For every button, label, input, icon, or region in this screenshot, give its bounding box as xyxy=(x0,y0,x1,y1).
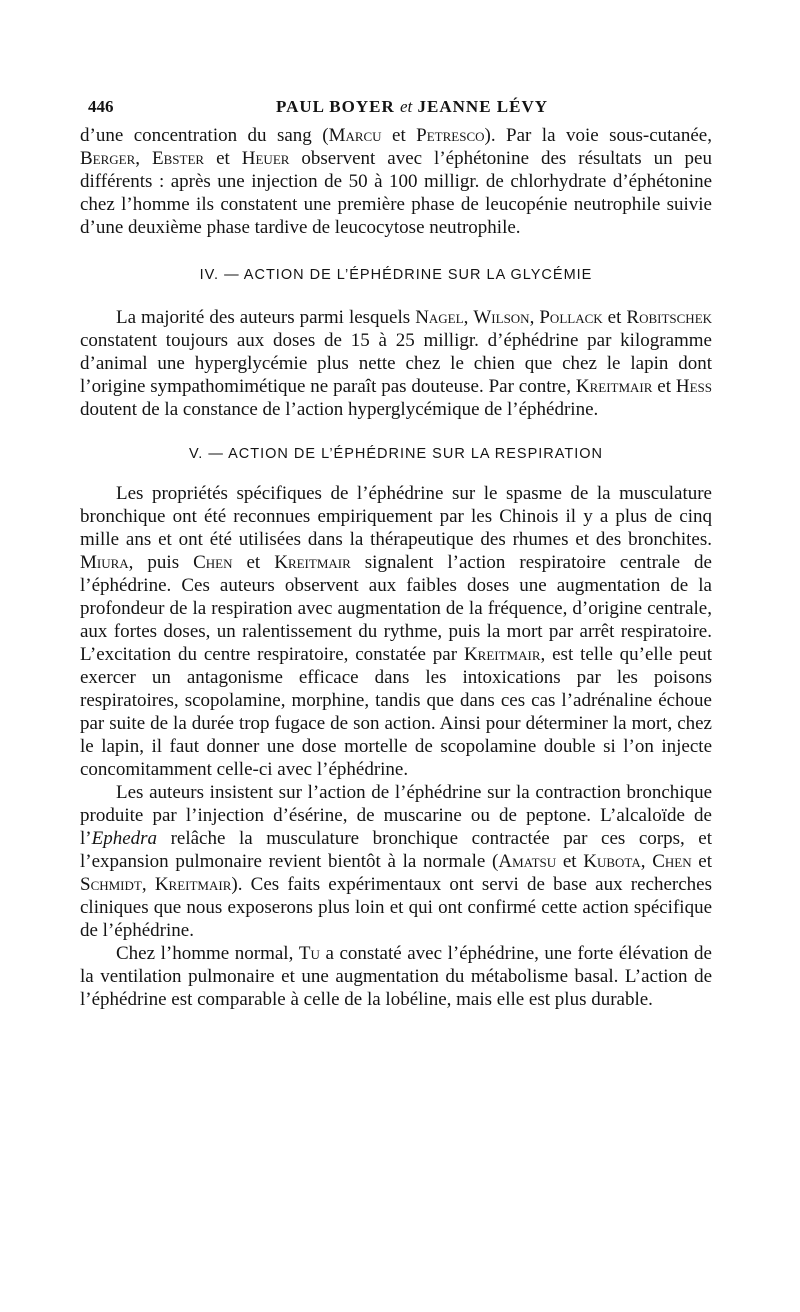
section-heading-glycemie: IV. — ACTION DE L’ÉPHÉDRINE SUR LA GLYCÉMIE xyxy=(199,267,593,283)
author-name: Chen xyxy=(193,552,233,573)
author-name: Marcu xyxy=(328,125,382,146)
paragraph-glycemie: La majorité des auteurs parmi lesquels Nagel, Wilson, Pollack et Robitschek constatent toujours aux doses de 15 à 25 milligr. d’éphédrine par kilogramme d’animal une hyperglycémie plus nette chez le chien que chez le lapin dont l’origine sympathomimétique ne paraît pas douteuse. Par contre, Kreitmair et Hess doutent de la constance de l’action hyperglycémique de l’éphédrine. xyxy=(80,307,713,420)
author-name: Nagel xyxy=(415,307,464,328)
author-name: Kreitmair xyxy=(463,644,541,665)
section-heading-respiration: V. — ACTION DE L’ÉPHÉDRINE SUR LA RESPIRATION xyxy=(188,446,604,462)
author-name: Kreitmair xyxy=(154,874,232,895)
author-name: Wilson xyxy=(473,307,530,328)
author-name: Miura xyxy=(80,552,129,573)
running-head xyxy=(88,97,736,121)
author-name: Ebster xyxy=(152,148,205,169)
genus-name: Ephedra xyxy=(91,828,158,849)
paragraph-respiration-3: Chez l’homme normal, Tu a constaté avec l’éphédrine, une forte élévation de la ventilation pulmonaire et une augmentation du métabolisme basal. L’action de l’éphédrine est comparable à celle de la lobéline, mais elle est plus durable. xyxy=(80,943,712,1010)
paragraph-continued: d’une concentration du sang (Marcu et Petresco). Par la voie sous-cutanée, Berger, Ebster et Heuer observent avec l’éphétonine des résultats un peu différents : après une injection de 50 à 100 milligr. de chlorhydrate d’éphétonine chez l’homme ils constatent une première phase de leucopénie neutrophile suivie d’une deuxième phase tardive de leucocytose neutrophile. xyxy=(80,125,712,238)
author-name: Pollack xyxy=(539,307,603,328)
author-name: Tu xyxy=(298,943,320,964)
author-name: Chen xyxy=(652,851,692,872)
author-name: Amatsu xyxy=(498,851,557,872)
author-name: Petresco xyxy=(416,125,485,146)
author-2: JEANNE LÉVY xyxy=(417,97,549,116)
author-name: Kubota xyxy=(583,851,641,872)
running-title xyxy=(88,97,736,117)
author-name: Heuer xyxy=(241,148,290,169)
page-body xyxy=(80,124,712,1011)
author-name: Hess xyxy=(675,376,712,397)
paragraph-respiration-2: Les auteurs insistent sur l’action de l’éphédrine sur la contraction bronchique produite par l’injection d’ésérine, de muscarine ou de peptone. L’alcaloïde de l’Ephedra relâche la musculature bronchique contractée par ces corps, et l’expansion pulmonaire revient bientôt à la normale (Amatsu et Kubota, Chen et Schmidt, Kreitmair). Ces faits expérimentaux ont servi de base aux recherches cliniques que nous exposerons plus loin et qui ont confirmé cette action spécifique de l’éphédrine. xyxy=(80,782,712,941)
author-name: Berger xyxy=(80,148,136,169)
author-name: Robitschek xyxy=(626,307,713,328)
author-name: Kreitmair xyxy=(274,552,351,573)
author-name: Kreitmair xyxy=(575,376,653,397)
author-name: Schmidt xyxy=(80,874,142,895)
page-number: 446 xyxy=(88,97,114,116)
author-1: PAUL BOYER xyxy=(275,97,395,116)
author-conjunction: et xyxy=(400,97,413,116)
paragraph-respiration-1: Les propriétés spécifiques de l’éphédrine sur le spasme de la musculature bronchique ont été reconnues empiriquement par les Chinois il y a plus de cinq mille ans et ont été utilisées dans la thérapeutique des rhumes et des bronchites. Miura, puis Chen et Kreitmair signalent l’action respiratoire centrale de l’éphédrine. Ces auteurs observent aux faibles doses une augmentation de la profondeur de la respiration avec augmentation de la fréquence, d’origine centrale, aux fortes doses, un ralentissement du rythme, puis la mort par arrêt respiratoire. L’excitation du centre respiratoire, constatée par Kreitmair, est telle qu’elle peut exercer un antagonisme efficace dans les intoxications par les poisons respiratoires, scopolamine, morphine, tandis que dans ces cas l’adrénaline échoue par suite de la durée trop fugace de son action. Ainsi pour déterminer la mort, chez le lapin, il faut donner une dose mortelle de scopolamine double si l’on injecte concomitamment celle-ci avec l’éphédrine. xyxy=(80,483,712,780)
